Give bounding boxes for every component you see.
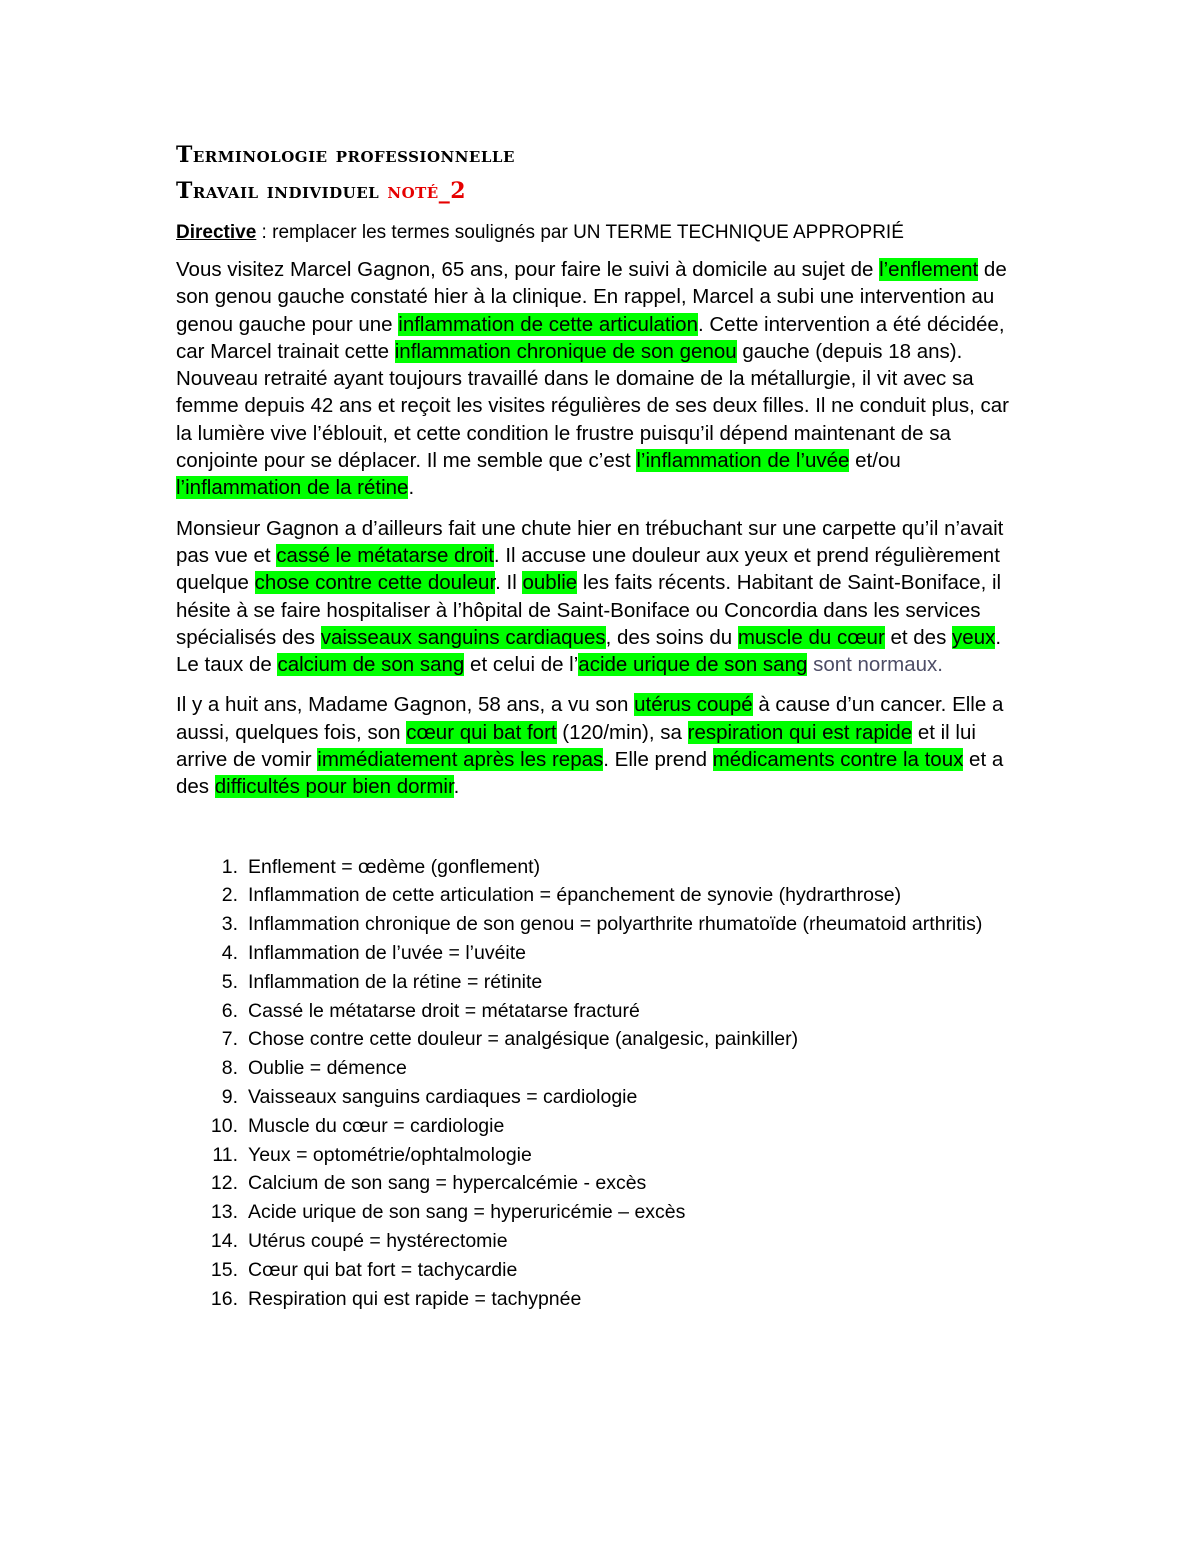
answer-text: Muscle du cœur = cardiologie <box>248 1114 505 1137</box>
paragraph-text: à cause d’un cancer. Elle a aussi, quelques fois, son <box>176 693 1004 744</box>
answer-item <box>176 968 1036 997</box>
subtitle-red-text: noté_2 <box>387 178 467 204</box>
answer-number: 11. <box>212 1143 238 1166</box>
answer-text: Chose contre cette douleur = analgésique (analgesic, painkiller) <box>248 1028 799 1051</box>
highlighted-term: cœur qui bat fort <box>406 720 557 744</box>
answer-text: Cœur qui bat fort = tachycardie <box>248 1258 518 1281</box>
directive <box>176 220 1036 246</box>
highlighted-term: muscle du cœur <box>737 625 885 649</box>
answer-item <box>176 1256 1036 1285</box>
highlighted-term: inflammation chronique de son genou <box>394 339 737 363</box>
highlighted-term: difficultés pour bien dormir <box>214 775 454 799</box>
answer-number: 5. <box>221 970 238 993</box>
case-paragraph <box>176 256 1026 502</box>
answer-item <box>176 1083 1036 1112</box>
answer-number: 14. <box>210 1230 238 1252</box>
answer-text: Inflammation de l’uvée = l’uvéite <box>248 942 527 965</box>
highlighted-term: oublie <box>522 571 578 595</box>
paragraph-text: . Il accuse une douleur aux yeux et prend régulièrement quelque <box>176 543 1000 595</box>
directive-label: Directive <box>176 222 257 243</box>
paragraph-text: . Elle prend <box>603 748 713 772</box>
highlighted-term: yeux <box>952 625 996 649</box>
paragraph-text: et celui de l’ <box>464 653 579 677</box>
document-page <box>176 138 1036 1313</box>
answer-number: 15. <box>210 1258 238 1281</box>
case-paragraph <box>176 691 1026 800</box>
paragraph-text: (120/min), sa <box>556 720 688 744</box>
answer-number: 2. <box>221 884 238 907</box>
answer-item <box>176 1112 1036 1141</box>
answer-item <box>176 910 1036 939</box>
document-title <box>176 138 1036 172</box>
answer-item <box>176 1227 1036 1256</box>
highlighted-term: immédiatement après les repas <box>317 748 604 772</box>
answer-item <box>176 881 1036 910</box>
answer-text: Oublie = démence <box>248 1057 407 1080</box>
answer-text: Inflammation chronique de son genou = polyarthrite rhumatoïde (rheumatoid arthritis) <box>248 913 983 936</box>
paragraph-text: et des <box>884 625 953 649</box>
highlighted-term: respiration qui est rapide <box>687 720 913 744</box>
highlighted-term: cassé le métatarse droit <box>276 543 494 567</box>
title-text: Terminologie professionnelle <box>176 142 515 168</box>
answer-number: 12. <box>210 1172 238 1195</box>
paragraph-text: et il lui arrive de vomir <box>176 720 976 772</box>
answer-text: Utérus coupé = hystérectomie <box>248 1230 508 1252</box>
paragraph-text: et/ou <box>849 449 901 473</box>
document-subtitle <box>176 174 1036 208</box>
answer-text: Respiration qui est rapide = tachypnée <box>248 1287 582 1310</box>
answer-text: Cassé le métatarse droit = métatarse fracturé <box>248 999 640 1022</box>
case-paragraph <box>176 515 1026 679</box>
answer-text: Enflement = œdème (gonflement) <box>248 855 541 878</box>
answer-text: Yeux = optométrie/ophtalmologie <box>248 1143 532 1166</box>
answer-number: 13. <box>210 1201 238 1224</box>
answer-item <box>176 1141 1036 1170</box>
answer-item <box>176 1285 1036 1314</box>
answer-number: 8. <box>221 1057 238 1080</box>
answer-item <box>176 1054 1036 1083</box>
answer-number: 6. <box>221 999 238 1022</box>
answer-item <box>176 1025 1036 1054</box>
paragraph-text: . <box>408 476 415 500</box>
paragraph-text: . Il <box>495 571 523 595</box>
paragraph-text: Il y a huit ans, Madame Gagnon, 58 ans, a vu son <box>176 693 635 717</box>
answer-number: 3. <box>221 913 238 936</box>
answer-number: 1. <box>221 855 238 878</box>
directive-text: : remplacer les termes soulignés par UN TERME TECHNIQUE APPROPRIÉ <box>256 222 904 243</box>
highlighted-term: acide urique de son sang <box>578 653 808 677</box>
paragraph-text: . Cette intervention a été décidée, car Marcel trainait cette <box>176 312 1005 363</box>
paragraph-text: de son genou gauche constaté hier à la clinique. En rappel, Marcel a subi une intervention au genou gauche pour une <box>176 258 1007 336</box>
answer-item <box>176 939 1036 968</box>
answer-item <box>176 1198 1036 1227</box>
answer-number: 16. <box>210 1287 238 1310</box>
case-text <box>176 256 1036 801</box>
highlighted-term: médicaments contre la toux <box>712 748 964 772</box>
answer-number: 9. <box>221 1086 238 1109</box>
highlighted-term: l’inflammation de la rétine <box>176 476 409 500</box>
paragraph-text: les faits récents. Habitant de Saint-Boniface, il hésite à se faire hospitaliser à l’hôpital de Saint-Boniface ou Concordia dans les services spécialisés des <box>176 571 1002 649</box>
highlighted-term: utérus coupé <box>634 693 753 717</box>
paragraph-text: , des soins du <box>605 625 738 649</box>
subtitle-text: Travail individuel <box>176 178 388 204</box>
paragraph-text: gauche (depuis 18 ans). Nouveau retraité ayant toujours travaillé dans le domaine de la métallurgie, il vit avec sa femme depuis 42 ans et reçoit les visites régulières de ses deux filles. Il ne conduit plus, car la lumière vive l’éblouit, et cette condition le frustre puisqu’il dépend maintenant de sa conjointe pour se déplacer. Il me semble que c’est <box>176 339 1009 473</box>
paragraph-text: et a des <box>176 748 1004 799</box>
answer-text: Vaisseaux sanguins cardiaques = cardiologie <box>248 1086 638 1109</box>
answer-number: 4. <box>221 942 238 965</box>
answer-item <box>176 1169 1036 1198</box>
paragraph-text: sont normaux. <box>807 653 943 677</box>
answer-item <box>176 997 1036 1026</box>
highlighted-term: inflammation de cette articulation <box>398 312 698 336</box>
paragraph-text: . Le taux de <box>176 625 1002 677</box>
paragraph-text: Vous visitez Marcel Gagnon, 65 ans, pour faire le suivi à domicile au sujet de <box>176 258 880 281</box>
highlighted-term: calcium de son sang <box>277 653 465 677</box>
answer-text: Inflammation de la rétine = rétinite <box>248 970 543 993</box>
highlighted-term: l’inflammation de l’uvée <box>636 449 850 473</box>
answer-list <box>176 853 1036 1314</box>
highlighted-term: vaisseaux sanguins cardiaques <box>320 625 606 649</box>
paragraph-text: Monsieur Gagnon a d’ailleurs fait une chute hier en trébuchant sur une carpette qu’il n’avait pas vue et <box>176 516 1004 567</box>
answer-text: Inflammation de cette articulation = épanchement de synovie (hydrarthrose) <box>248 884 902 907</box>
answer-text: Acide urique de son sang = hyperuricémie – excès <box>248 1201 686 1224</box>
highlighted-term: chose contre cette douleur <box>254 571 496 595</box>
answer-number: 10. <box>210 1114 238 1137</box>
answer-number: 7. <box>221 1028 238 1051</box>
answer-item <box>176 853 1036 882</box>
highlighted-term: l’enflement <box>879 258 979 281</box>
paragraph-text: . <box>453 775 460 799</box>
answer-text: Calcium de son sang = hypercalcémie - excès <box>248 1172 647 1195</box>
